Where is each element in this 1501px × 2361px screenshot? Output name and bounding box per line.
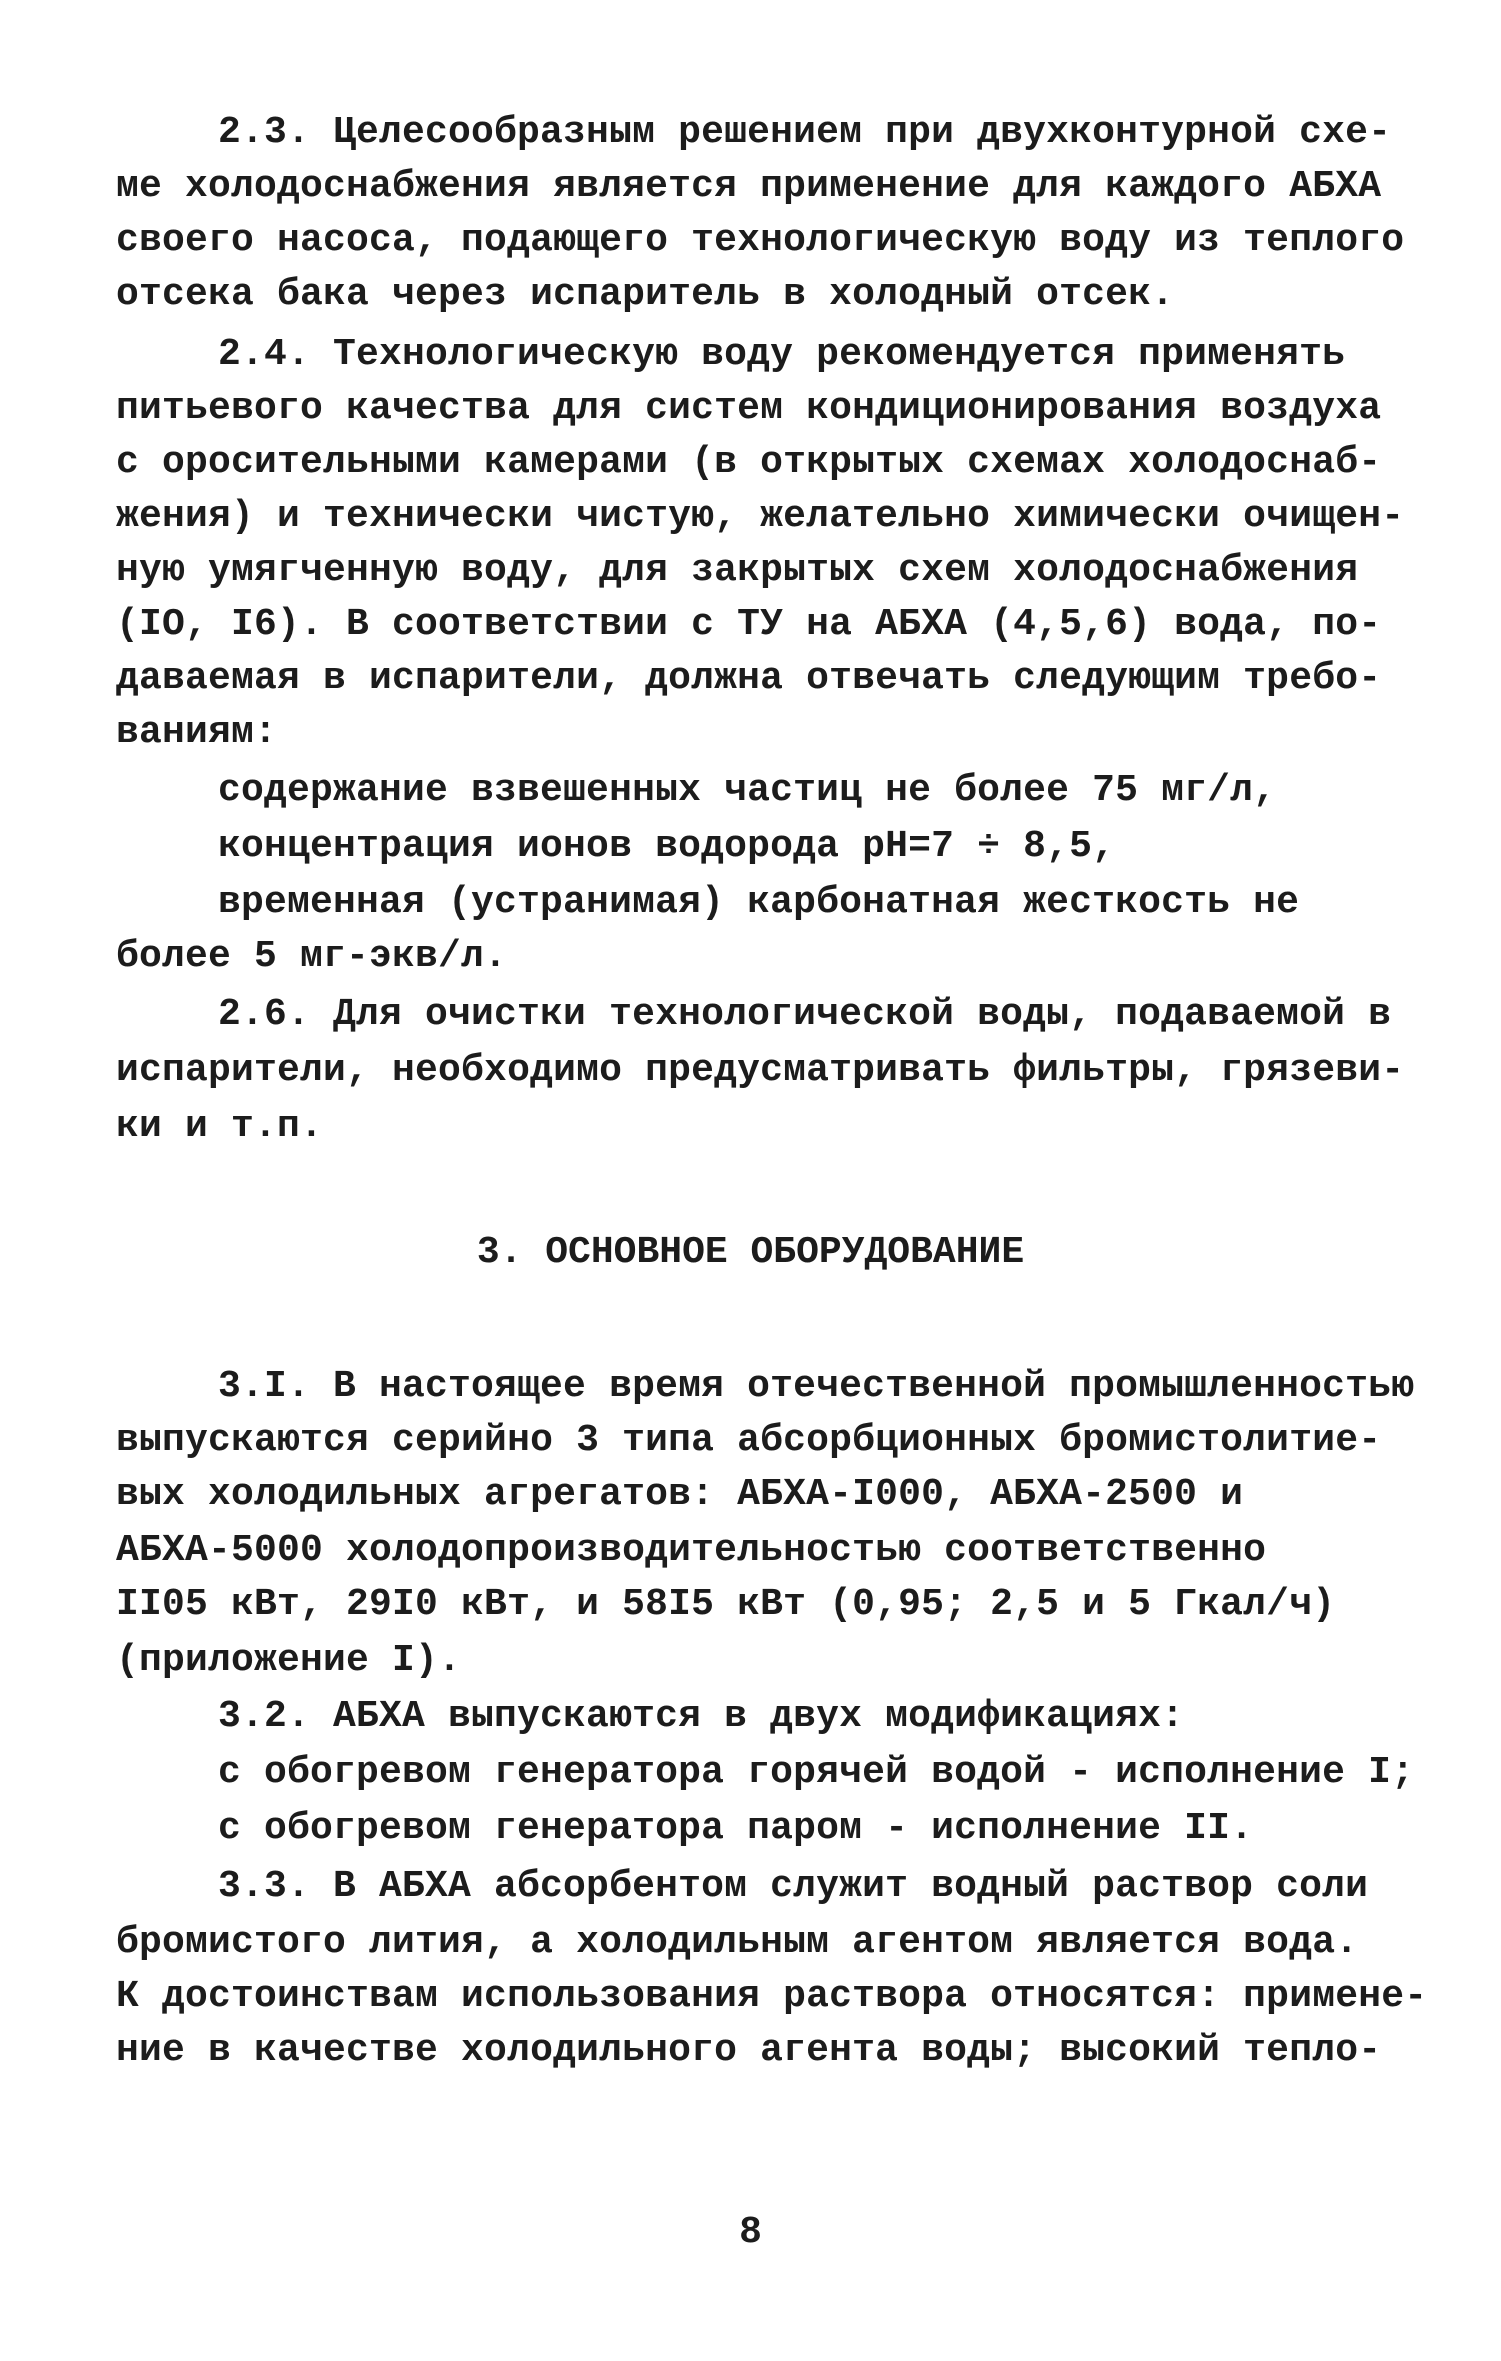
- p24-line-7: даваемая в испарители, должна отвечать следующим требо-: [116, 657, 1382, 700]
- p24-line-6: (IO, I6). В соответствии с ТУ на АБХА (4,5,6) вода, по-: [116, 603, 1382, 646]
- p24-line-2: питьевого качества для систем кондиционирования воздуха: [116, 387, 1382, 430]
- p33-line-4: ние в качестве холодильного агента воды; высокий тепло-: [116, 2029, 1382, 2072]
- p24-line-1: 2.4. Технологическую воду рекомендуется применять: [218, 333, 1346, 376]
- p32-line-1: 3.2. АБХА выпускаются в двух модификациях:: [218, 1695, 1185, 1738]
- requirement-3: временная (устранимая) карбонатная жесткость не: [218, 881, 1300, 924]
- p33-line-1: 3.3. В АБХА абсорбентом служит водный раствор соли: [218, 1865, 1369, 1908]
- p32-line-2: с обогревом генератора горячей водой - исполнение I;: [218, 1751, 1415, 1794]
- p32-line-3: с обогревом генератора паром - исполнение II.: [218, 1807, 1254, 1850]
- p24-line-4: жения) и технически чистую, желательно химически очищен-: [116, 495, 1405, 538]
- p23-line-3: своего насоса, подающего технологическую воду из теплого: [116, 219, 1405, 262]
- p24-line-3: с оросительными камерами (в открытых схемах холодоснаб-: [116, 441, 1382, 484]
- p26-line-1: 2.6. Для очистки технологической воды, подаваемой в: [218, 993, 1392, 1036]
- p31-line-6: (приложение I).: [116, 1639, 462, 1682]
- p23-line-4: отсека бака через испаритель в холодный отсек.: [116, 273, 1175, 316]
- p23-line-2: ме холодоснабжения является применение для каждого АБХА: [116, 165, 1382, 208]
- p33-line-3: К достоинствам использования раствора относятся: примене-: [116, 1975, 1428, 2018]
- p26-line-2: испарители, необходимо предусматривать фильтры, грязеви-: [116, 1049, 1405, 1092]
- p31-line-2: выпускаются серийно 3 типа абсорбционных бромистолитие-: [116, 1419, 1382, 1462]
- p23-line-1: 2.3. Целесообразным решением при двухконтурной схе-: [218, 111, 1392, 154]
- p31-line-5: II05 кВт, 29I0 кВт, и 58I5 кВт (0,95; 2,5 и 5 Гкал/ч): [116, 1583, 1336, 1626]
- p26-line-3: ки и т.п.: [116, 1105, 324, 1148]
- p31-line-3: вых холодильных агрегатов: АБХА-I000, АБХА-2500 и: [116, 1473, 1244, 1516]
- p33-line-2: бромистого лития, а холодильным агентом является вода.: [116, 1921, 1359, 1964]
- p24-line-8: ваниям:: [116, 711, 278, 754]
- section-3-heading: 3. ОСНОВНОЕ ОБОРУДОВАНИЕ: [476, 1231, 1025, 1274]
- page-number: 8: [739, 2211, 762, 2254]
- requirement-4: более 5 мг-экв/л.: [116, 935, 508, 978]
- p24-line-5: ную умягченную воду, для закрытых схем холодоснабжения: [116, 549, 1359, 592]
- p31-line-4: АБХА-5000 холодопроизводительностью соответственно: [116, 1529, 1267, 1572]
- requirement-1: содержание взвешенных частиц не более 75 мг/л,: [218, 769, 1277, 812]
- requirement-2: концентрация ионов водорода pH=7 ÷ 8,5,: [218, 825, 1116, 868]
- p31-line-1: 3.I. В настоящее время отечественной промышленностью: [218, 1365, 1415, 1408]
